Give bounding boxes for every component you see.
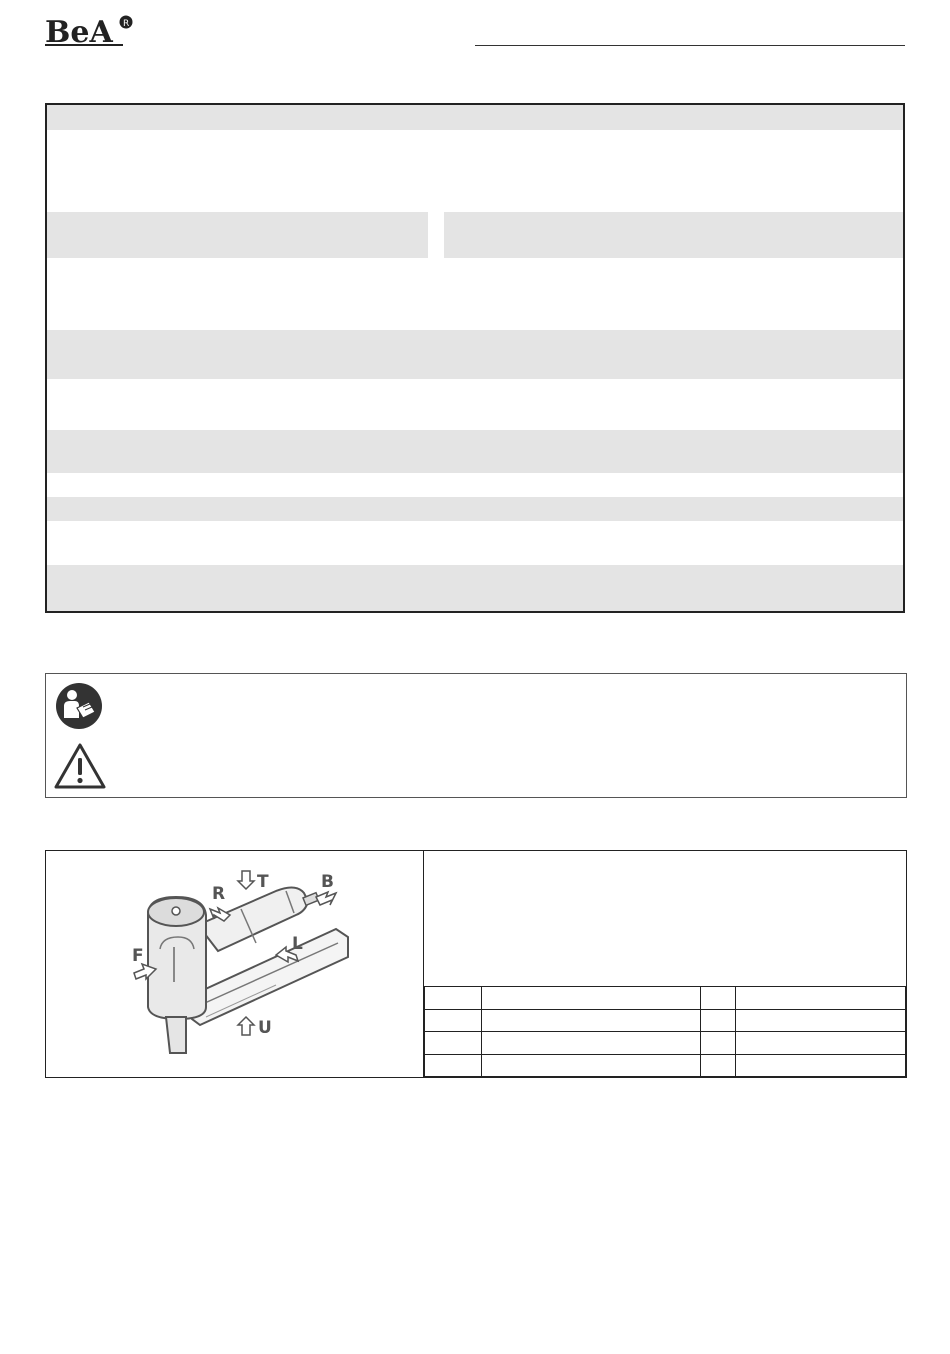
grid-cell: [425, 1009, 482, 1032]
read-manual-icon: [55, 682, 103, 735]
vibration-grid: [424, 986, 906, 1077]
header-rule: [475, 45, 905, 46]
grid-cell: [736, 1009, 906, 1032]
spec-band-row: [47, 430, 903, 473]
label-back: B: [321, 872, 334, 892]
grid-cell: [701, 1054, 736, 1077]
spec-band-right: [444, 212, 903, 258]
label-right: R: [212, 884, 226, 904]
label-top: T: [257, 872, 269, 892]
safety-notice-box: [45, 673, 907, 798]
tool-figure-cell: [46, 851, 424, 1077]
grid-row: [425, 1009, 906, 1032]
grid-cell: [425, 1032, 482, 1055]
spec-band-header: [47, 105, 903, 130]
grid-row: [425, 1054, 906, 1077]
spec-band-left: [47, 212, 428, 258]
bea-logo: [45, 12, 137, 50]
spec-table: [45, 103, 905, 613]
grid-row: [425, 1032, 906, 1055]
nailer-illustration: [126, 857, 356, 1067]
spec-band-row: [47, 497, 903, 521]
grid-cell: [482, 1009, 701, 1032]
grid-row: [425, 987, 906, 1010]
grid-cell: [425, 987, 482, 1010]
label-left: L: [292, 934, 303, 954]
grid-cell: [425, 1054, 482, 1077]
logo-wordmark: BeA: [45, 15, 113, 50]
grid-cell: [701, 1032, 736, 1055]
grid-cell: [736, 1054, 906, 1077]
grid-cell: [736, 987, 906, 1010]
label-under: U: [258, 1018, 272, 1038]
grid-cell: [701, 987, 736, 1010]
vibration-figure-box: [45, 850, 907, 1078]
grid-cell: [482, 1032, 701, 1055]
grid-cell: [482, 987, 701, 1010]
warning-triangle-icon: [54, 742, 106, 795]
grid-cell: [482, 1054, 701, 1077]
grid-cell: [701, 1009, 736, 1032]
logo-registered-mark: R: [123, 19, 130, 29]
label-front: F: [132, 946, 144, 966]
spec-band-row: [47, 565, 903, 611]
grid-cell: [736, 1032, 906, 1055]
spec-band-row: [47, 330, 903, 379]
